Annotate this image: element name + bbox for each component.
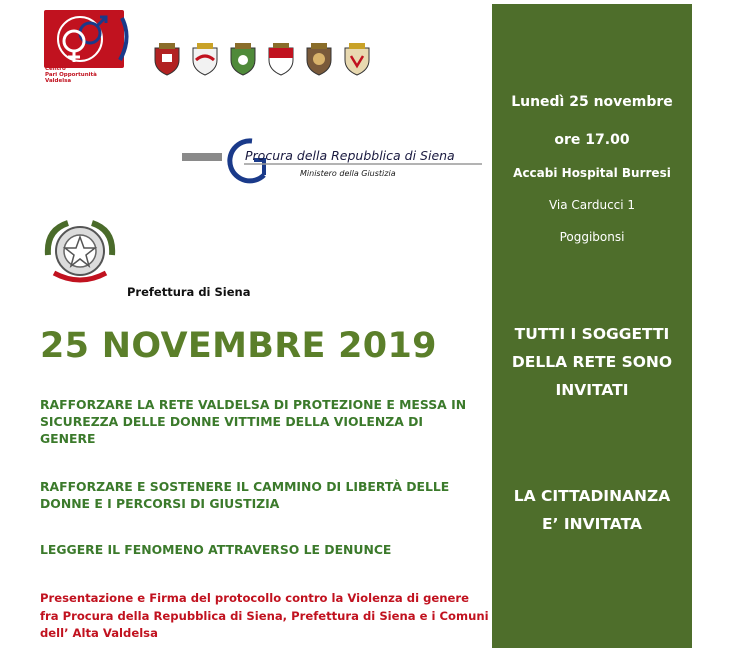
- crest-icon-4: [266, 42, 296, 76]
- crest-icon-2: [190, 42, 220, 76]
- panel-city: Poggibonsi: [559, 230, 625, 244]
- procura-title: Procura della Repubblica di Siena: [245, 148, 455, 163]
- event-info-panel: [492, 4, 692, 648]
- municipal-crests: [152, 42, 372, 78]
- republic-emblem-icon: [40, 215, 120, 290]
- goal-paragraph-2: RAFFORZARE E SOSTENERE IL CAMMINO DI LIBERTÀ DELLE DONNE E I PERCORSI DI GIUSTIZIA: [40, 479, 450, 511]
- event-date-headline: 25 NOVEMBRE 2019: [40, 326, 437, 366]
- cpo-logo-text: [45, 66, 135, 84]
- cpo-line-2: Pari Opportunità: [45, 72, 97, 78]
- cpo-line-3: Valdelsa: [45, 78, 72, 84]
- panel-invite-network: TUTTI I SOGGETTI DELLA RETE SONO INVITATI: [511, 325, 673, 399]
- panel-address: Via Carducci 1: [548, 198, 636, 212]
- panel-invite-citizens: LA CITTADINANZA E’ INVITATA: [513, 487, 671, 533]
- panel-venue: Accabi Hospital Burresi: [513, 166, 671, 180]
- prefettura-label: Prefettura di Siena: [127, 285, 251, 299]
- goal-paragraph-3: LEGGERE IL FENOMENO ATTRAVERSO LE DENUNCE: [40, 542, 392, 557]
- presentation-text: Presentazione e Firma del protocollo contro la Violenza di genere fra Procura della Repubblica di Siena, Prefettura di Siena e i Comuni dell’ Alta Valdelsa: [40, 591, 489, 640]
- crest-icon-5: [304, 42, 334, 76]
- goal-paragraph-1: RAFFORZARE LA RETE VALDELSA DI PROTEZIONE E MESSA IN SICUREZZA DELLE DONNE VITTIME DELLA VIOLENZA DI GENERE: [40, 397, 467, 446]
- panel-date: Lunedì 25 novembre: [511, 94, 673, 110]
- procura-subtitle: Ministero della Giustizia: [300, 169, 396, 178]
- cpo-line-1: Centro: [45, 66, 66, 72]
- crest-icon-6: [342, 42, 372, 76]
- panel-time: ore 17.00: [554, 132, 630, 148]
- crest-icon-1: [152, 42, 182, 76]
- crest-icon-3: [228, 42, 258, 76]
